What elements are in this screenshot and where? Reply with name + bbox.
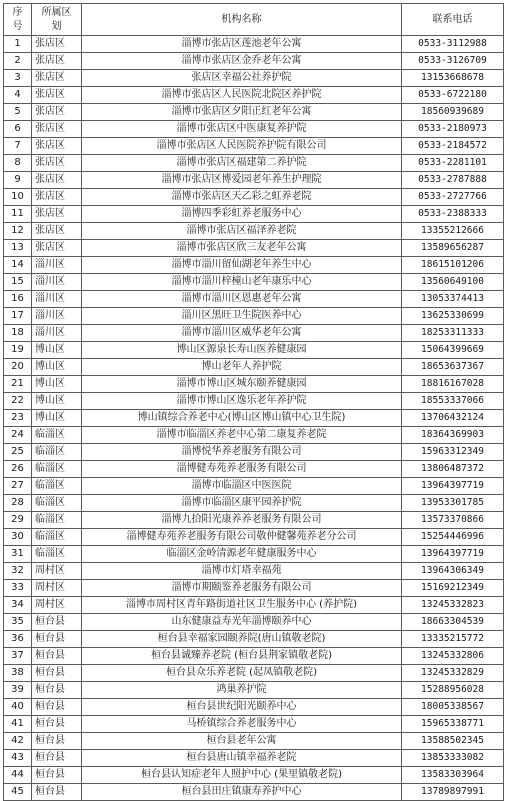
table-row (4, 257, 504, 274)
row-phone: 18615101206 (402, 257, 504, 274)
row-district: 临淄区 (32, 546, 82, 563)
row-org-name: 淄博四季彩虹养老服务中心 (82, 206, 402, 223)
table-row (4, 342, 504, 359)
table-row (4, 189, 504, 206)
row-district: 张店区 (32, 70, 82, 87)
row-org-name: 淄博悦华养老服务有限公司 (82, 444, 402, 461)
row-district: 桓台县 (32, 716, 82, 733)
row-index: 20 (4, 359, 32, 376)
row-phone: 0533-2388333 (402, 206, 504, 223)
table-row (4, 274, 504, 291)
table-row (4, 682, 504, 699)
row-org-name: 临淄区金岭清源老年健康服务中心 (82, 546, 402, 563)
header-district (32, 4, 82, 36)
table-row (4, 427, 504, 444)
row-phone: 15288956028 (402, 682, 504, 699)
row-org-name: 淄博市张店区天乙彩之虹养老院 (82, 189, 402, 206)
table-row (4, 87, 504, 104)
table-row (4, 172, 504, 189)
header-index-line2: 号 (12, 20, 23, 32)
row-district: 张店区 (32, 155, 82, 172)
row-phone: 13706432124 (402, 410, 504, 427)
row-index: 41 (4, 716, 32, 733)
row-district: 周村区 (32, 580, 82, 597)
row-org-name: 博山区源泉长寿山医养健康园 (82, 342, 402, 359)
row-district: 临淄区 (32, 495, 82, 512)
row-district: 张店区 (32, 36, 82, 53)
row-org-name: 山东健康益寿光年淄博颐养中心 (82, 614, 402, 631)
row-org-name: 淄博市张店区福建第二养护院 (82, 155, 402, 172)
row-district: 张店区 (32, 206, 82, 223)
row-org-name: 桓台县诚臻养老院 (桓台县荆家镇敬老院) (82, 648, 402, 665)
row-org-name: 淄博九拾阳光康养养老服务有限公司 (82, 512, 402, 529)
table-row (4, 376, 504, 393)
row-index: 11 (4, 206, 32, 223)
table-row (4, 291, 504, 308)
row-phone: 13335215772 (402, 631, 504, 648)
header-index-line1: 序 (12, 6, 23, 18)
table-row (4, 393, 504, 410)
row-org-name: 淄博市张店区福泽养老院 (82, 223, 402, 240)
row-index: 25 (4, 444, 32, 461)
row-index: 9 (4, 172, 32, 189)
row-index: 44 (4, 767, 32, 784)
table-row (4, 716, 504, 733)
row-index: 15 (4, 274, 32, 291)
row-district: 张店区 (32, 189, 82, 206)
row-org-name: 桓台县众乐养老院 (起凤镇敬老院) (82, 665, 402, 682)
table-row (4, 478, 504, 495)
row-index: 29 (4, 512, 32, 529)
row-phone: 13588502345 (402, 733, 504, 750)
table-row (4, 750, 504, 767)
row-district: 周村区 (32, 597, 82, 614)
row-phone: 13853333082 (402, 750, 504, 767)
row-org-name: 博山镇综合养老中心(博山区博山镇中心卫生院) (82, 410, 402, 427)
header-phone: 联系电话 (402, 4, 504, 36)
row-org-name: 桓台县老年公寓 (82, 733, 402, 750)
row-index: 14 (4, 257, 32, 274)
row-district: 淄川区 (32, 291, 82, 308)
row-phone: 13245332823 (402, 597, 504, 614)
row-index: 36 (4, 631, 32, 648)
row-phone: 13625330699 (402, 308, 504, 325)
row-index: 22 (4, 393, 32, 410)
table-row (4, 36, 504, 53)
row-org-name: 淄博市张店区夕阳正红老年公寓 (82, 104, 402, 121)
row-phone: 0533-3126709 (402, 53, 504, 70)
row-index: 3 (4, 70, 32, 87)
row-phone: 13355212666 (402, 223, 504, 240)
row-index: 4 (4, 87, 32, 104)
row-org-name: 桓台县认知症老年人照护中心 (果里镇敬老院) (82, 767, 402, 784)
table-row (4, 53, 504, 70)
row-index: 37 (4, 648, 32, 665)
row-index: 27 (4, 478, 32, 495)
table-row (4, 461, 504, 478)
row-org-name: 桓台县世纪阳光颐养中心 (82, 699, 402, 716)
row-phone: 13245332806 (402, 648, 504, 665)
row-index: 1 (4, 36, 32, 53)
table-row (4, 410, 504, 427)
row-index: 2 (4, 53, 32, 70)
table-row (4, 563, 504, 580)
row-phone: 18553337066 (402, 393, 504, 410)
row-phone: 15064399669 (402, 342, 504, 359)
row-index: 18 (4, 325, 32, 342)
row-district: 张店区 (32, 138, 82, 155)
table-row (4, 444, 504, 461)
row-phone: 13789897991 (402, 784, 504, 801)
row-district: 淄川区 (32, 274, 82, 291)
row-org-name: 淄博市张店区莲池老年公寓 (82, 36, 402, 53)
row-org-name: 淄博市临淄区中医医院 (82, 478, 402, 495)
row-district: 临淄区 (32, 529, 82, 546)
row-org-name: 淄博市博山区逸乐老年养护院 (82, 393, 402, 410)
row-district: 桓台县 (32, 682, 82, 699)
row-org-name: 马桥镇综合养老服务中心 (82, 716, 402, 733)
table-row (4, 699, 504, 716)
row-index: 10 (4, 189, 32, 206)
row-phone: 0533-6722180 (402, 87, 504, 104)
row-org-name: 淄川区黑旺卫生院医养中心 (82, 308, 402, 325)
row-district: 博山区 (32, 342, 82, 359)
row-phone: 13583303964 (402, 767, 504, 784)
row-district: 临淄区 (32, 478, 82, 495)
row-phone: 0533-3112988 (402, 36, 504, 53)
row-index: 38 (4, 665, 32, 682)
row-phone: 18816167028 (402, 376, 504, 393)
row-district: 张店区 (32, 240, 82, 257)
table-row (4, 648, 504, 665)
row-phone: 18364369903 (402, 427, 504, 444)
row-phone: 18005338567 (402, 699, 504, 716)
row-index: 16 (4, 291, 32, 308)
row-index: 19 (4, 342, 32, 359)
row-phone: 18560939689 (402, 104, 504, 121)
row-index: 6 (4, 121, 32, 138)
row-phone: 13964397719 (402, 478, 504, 495)
row-phone: 13573370866 (402, 512, 504, 529)
row-index: 28 (4, 495, 32, 512)
row-org-name: 淄博市张店区人民医院北院区养护院 (82, 87, 402, 104)
row-org-name: 淄博健寿苑养老服务有限公司 (82, 461, 402, 478)
row-index: 32 (4, 563, 32, 580)
row-org-name: 桓台县田庄镇康寿养护中心 (82, 784, 402, 801)
row-index: 39 (4, 682, 32, 699)
row-org-name: 鸿巢养护院 (82, 682, 402, 699)
table-row (4, 155, 504, 172)
row-org-name: 淄博市张店区中医康复养护院 (82, 121, 402, 138)
row-org-name: 淄博市淄川留仙湖老年养生中心 (82, 257, 402, 274)
row-phone: 13964397719 (402, 546, 504, 563)
row-phone: 15169212349 (402, 580, 504, 597)
row-org-name: 淄博市灯塔幸福苑 (82, 563, 402, 580)
row-district: 张店区 (32, 104, 82, 121)
row-district: 淄川区 (32, 325, 82, 342)
row-district: 桓台县 (32, 665, 82, 682)
table-row (4, 325, 504, 342)
row-index: 12 (4, 223, 32, 240)
row-district: 张店区 (32, 121, 82, 138)
row-district: 桓台县 (32, 699, 82, 716)
row-district: 博山区 (32, 376, 82, 393)
row-district: 临淄区 (32, 461, 82, 478)
row-index: 13 (4, 240, 32, 257)
table-body (4, 36, 504, 801)
table-row (4, 767, 504, 784)
row-index: 33 (4, 580, 32, 597)
row-index: 21 (4, 376, 32, 393)
row-org-name: 淄博市临淄区康平园养护院 (82, 495, 402, 512)
table-row (4, 614, 504, 631)
row-district: 桓台县 (32, 614, 82, 631)
header-org: 机构名称 (82, 4, 402, 36)
table-row (4, 495, 504, 512)
row-district: 张店区 (32, 172, 82, 189)
row-index: 17 (4, 308, 32, 325)
row-district: 博山区 (32, 359, 82, 376)
row-org-name: 淄博市淄川区威华老年公寓 (82, 325, 402, 342)
table-row (4, 104, 504, 121)
row-index: 5 (4, 104, 32, 121)
header-district-line1: 所属区 (41, 6, 72, 18)
row-district: 张店区 (32, 87, 82, 104)
table-row (4, 206, 504, 223)
institution-table-sheet (3, 3, 503, 801)
table-row (4, 512, 504, 529)
row-org-name: 张店区幸福公社养护院 (82, 70, 402, 87)
row-org-name: 博山老年人养护院 (82, 359, 402, 376)
row-phone: 0533-2184572 (402, 138, 504, 155)
row-district: 博山区 (32, 393, 82, 410)
row-org-name: 淄博市临淄区养老中心第二康复养老院 (82, 427, 402, 444)
row-org-name: 淄博市张店区欣三友老年公寓 (82, 240, 402, 257)
row-index: 35 (4, 614, 32, 631)
row-phone: 15254446996 (402, 529, 504, 546)
row-index: 40 (4, 699, 32, 716)
table-header-row (4, 4, 504, 36)
row-index: 7 (4, 138, 32, 155)
table-row (4, 631, 504, 648)
row-phone: 13953301785 (402, 495, 504, 512)
row-phone: 13589656287 (402, 240, 504, 257)
header-index (4, 4, 32, 36)
table-row (4, 70, 504, 87)
row-district: 张店区 (32, 53, 82, 70)
row-org-name: 淄博市张店区博爱园老年养生护理院 (82, 172, 402, 189)
table-row (4, 597, 504, 614)
row-phone: 13153668678 (402, 70, 504, 87)
table-row (4, 665, 504, 682)
row-org-name: 桓台县幸福家园颐养院(唐山镇敬老院) (82, 631, 402, 648)
row-org-name: 淄博市淄川区恩惠老年公寓 (82, 291, 402, 308)
row-phone: 13964306349 (402, 563, 504, 580)
row-district: 桓台县 (32, 750, 82, 767)
row-org-name: 淄博市期颐鉴养老服务有限公司 (82, 580, 402, 597)
row-district: 桓台县 (32, 631, 82, 648)
table-row (4, 546, 504, 563)
row-index: 23 (4, 410, 32, 427)
row-index: 8 (4, 155, 32, 172)
row-district: 桓台县 (32, 648, 82, 665)
row-index: 42 (4, 733, 32, 750)
row-index: 31 (4, 546, 32, 563)
row-phone: 18253311333 (402, 325, 504, 342)
row-org-name: 淄博健寿苑养老服务有限公司敬仲健馨苑养老分公司 (82, 529, 402, 546)
row-org-name: 淄博市博山区城东颐养健康园 (82, 376, 402, 393)
institution-table (3, 3, 504, 801)
row-phone: 0533-2281101 (402, 155, 504, 172)
table-row (4, 784, 504, 801)
row-district: 博山区 (32, 410, 82, 427)
row-district: 张店区 (32, 223, 82, 240)
row-index: 26 (4, 461, 32, 478)
row-org-name: 桓台县唐山镇幸福养老院 (82, 750, 402, 767)
table-row (4, 223, 504, 240)
row-district: 临淄区 (32, 512, 82, 529)
table-row (4, 733, 504, 750)
table-row (4, 240, 504, 257)
row-index: 43 (4, 750, 32, 767)
header-district-line2: 划 (51, 20, 62, 32)
row-phone: 13245332829 (402, 665, 504, 682)
row-phone: 15965338771 (402, 716, 504, 733)
row-phone: 15963312349 (402, 444, 504, 461)
row-district: 桓台县 (32, 784, 82, 801)
row-org-name: 淄博市张店区人民医院养护院有限公司 (82, 138, 402, 155)
row-index: 45 (4, 784, 32, 801)
row-district: 淄川区 (32, 308, 82, 325)
row-index: 24 (4, 427, 32, 444)
row-district: 临淄区 (32, 427, 82, 444)
table-row (4, 308, 504, 325)
row-district: 临淄区 (32, 444, 82, 461)
row-phone: 0533-2180973 (402, 121, 504, 138)
row-district: 周村区 (32, 563, 82, 580)
table-row (4, 580, 504, 597)
row-phone: 0533-2787888 (402, 172, 504, 189)
row-index: 30 (4, 529, 32, 546)
row-org-name: 淄博市周村区青年路街道社区卫生服务中心 (养护院) (82, 597, 402, 614)
row-phone: 13806487372 (402, 461, 504, 478)
row-phone: 13053374413 (402, 291, 504, 308)
row-phone: 18653637367 (402, 359, 504, 376)
row-index: 34 (4, 597, 32, 614)
row-district: 桓台县 (32, 733, 82, 750)
row-phone: 0533-2727766 (402, 189, 504, 206)
table-row (4, 121, 504, 138)
row-phone: 13560649100 (402, 274, 504, 291)
row-district: 桓台县 (32, 767, 82, 784)
row-org-name: 淄博市淄川梓橦山老年康乐中心 (82, 274, 402, 291)
row-org-name: 淄博市张店区金乔老年公寓 (82, 53, 402, 70)
table-row (4, 359, 504, 376)
table-row (4, 138, 504, 155)
row-phone: 18663304539 (402, 614, 504, 631)
row-district: 淄川区 (32, 257, 82, 274)
table-row (4, 529, 504, 546)
